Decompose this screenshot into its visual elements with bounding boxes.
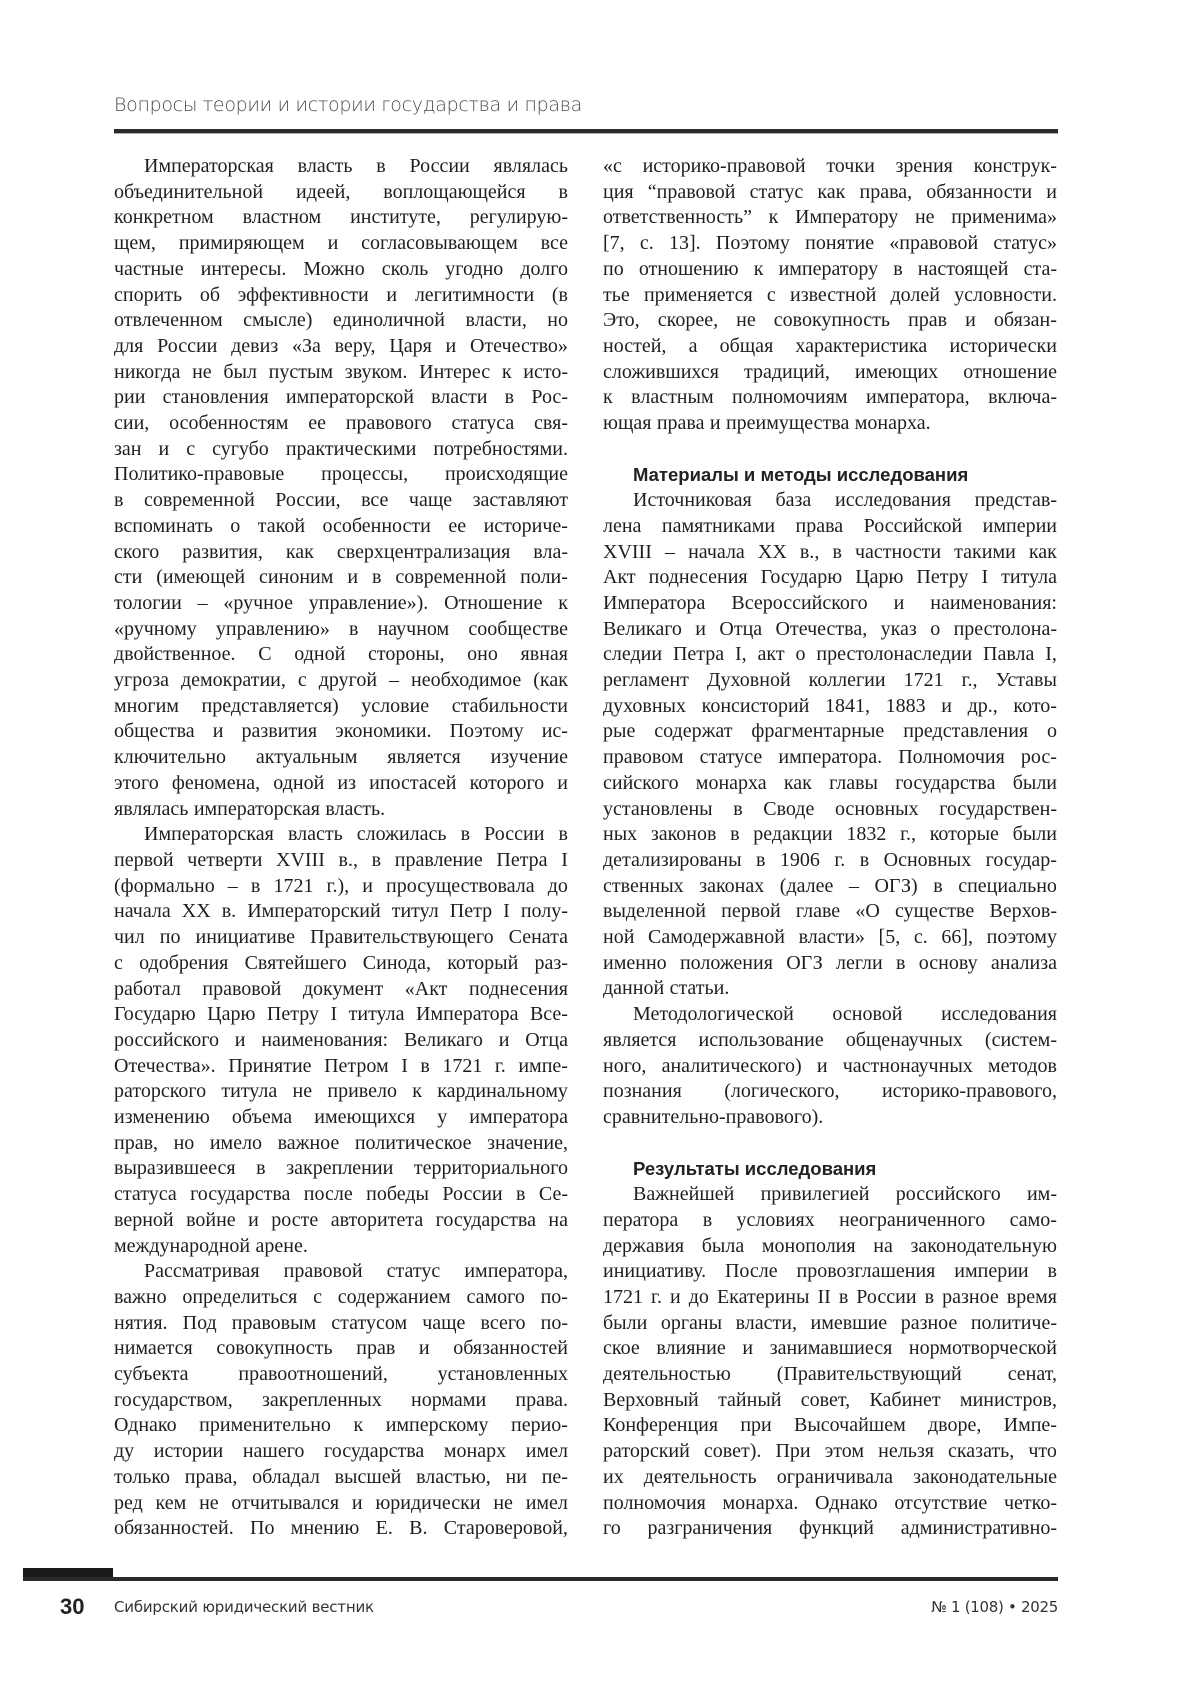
- text-line: установлены в Своде основных государствен-: [603, 797, 1057, 823]
- text-line: обязанностей. По мнению Е. В. Староверовой,: [114, 1516, 568, 1542]
- text-line: ностей, а общая характеристика исторически: [603, 334, 1057, 360]
- paragraph: [603, 1182, 1057, 1542]
- page-number: 30: [60, 1594, 84, 1620]
- text-line: «ручному управлению» в научном сообществе: [114, 617, 568, 643]
- text-line: Это, скорее, не совокупность прав и обязан-: [603, 308, 1057, 334]
- text-line: Однако применительно к имперскому перио-: [114, 1413, 568, 1439]
- text-line: ду истории нашего государства монарх имел: [114, 1439, 568, 1465]
- left-column: [114, 154, 568, 1542]
- text-line: Великаго и Отца Отечества, указ о престолона-: [603, 617, 1057, 643]
- text-line: (формально – в 1721 г.), и просуществовала до: [114, 874, 568, 900]
- text-line: начала XX в. Императорский титул Петр I полу-: [114, 899, 568, 925]
- text-line: духовных консисторий 1841, 1883 и др., кото-: [603, 694, 1057, 720]
- text-line: ного, аналитического) и частнонаучных методов: [603, 1054, 1057, 1080]
- text-line: прав, но имело важное политическое значение,: [114, 1131, 568, 1157]
- text-line: полномочия монарха. Однако отсутствие четко-: [603, 1491, 1057, 1517]
- text-line: Государю Царю Петру I титула Императора Все-: [114, 1002, 568, 1028]
- text-line: в современной России, все чаще заставляют: [114, 488, 568, 514]
- text-line: регламент Духовной коллегии 1721 г., Уставы: [603, 668, 1057, 694]
- right-column: [603, 154, 1057, 1542]
- text-line: Императорская власть сложилась в России в: [114, 822, 568, 848]
- text-line: сти (имеющей синоним и в современной поли-: [114, 565, 568, 591]
- text-line: для России девиз «За веру, Царя и Отечество»: [114, 334, 568, 360]
- text-line: конкретном властном институте, регулирую-: [114, 205, 568, 231]
- paragraph: [603, 488, 1057, 1002]
- text-line: Рассматривая правовой статус императора,: [114, 1259, 568, 1285]
- text-line: международной арене.: [114, 1234, 568, 1260]
- text-line: этого феномена, одной из ипостасей которого и: [114, 771, 568, 797]
- text-line: тье применяется с известной долей условности.: [603, 283, 1057, 309]
- text-line: Источниковая база исследования представ-: [603, 488, 1057, 514]
- text-line: го разграничения функций административно-: [603, 1516, 1057, 1542]
- text-line: [7, с. 13]. Поэтому понятие «правовой статус»: [603, 231, 1057, 257]
- text-line: ственных законах (далее – ОГЗ) в специально: [603, 874, 1057, 900]
- text-line: Императора Всероссийского и наименования:: [603, 591, 1057, 617]
- text-line: ных законов в редакции 1832 г., которые были: [603, 822, 1057, 848]
- text-line: Методологической основой исследования: [603, 1002, 1057, 1028]
- text-line: ответственность” к Императору не применима»: [603, 205, 1057, 231]
- text-line: с одобрения Святейшего Синода, который раз-: [114, 951, 568, 977]
- text-line: многим представляется) условие стабильности: [114, 694, 568, 720]
- issue-number: № 1 (108) • 2025: [931, 1598, 1058, 1616]
- section-heading: Материалы и методы исследования: [603, 462, 1057, 488]
- text-line: спорить об эффективности и легитимности (в: [114, 283, 568, 309]
- text-line: сийского монарха как главы государства были: [603, 771, 1057, 797]
- text-line: сии, особенностям ее правового статуса свя-: [114, 411, 568, 437]
- text-line: раторский совет). При этом нельзя сказать, что: [603, 1439, 1057, 1465]
- text-line: детализированы в 1906 г. в Основных государ-: [603, 848, 1057, 874]
- text-line: работал правовой документ «Акт поднесения: [114, 977, 568, 1003]
- text-line: ющая права и преимущества монарха.: [603, 411, 1057, 437]
- text-line: объединительной идеей, воплощающейся в: [114, 180, 568, 206]
- text-line: познания (логического, историко-правового,: [603, 1079, 1057, 1105]
- text-line: первой четверти XVIII в., в правление Петра I: [114, 848, 568, 874]
- text-line: раторского титула не привело к кардинальному: [114, 1079, 568, 1105]
- text-line: XVIII – начала XX в., в частности такими как: [603, 540, 1057, 566]
- text-line: инициативу. После провозглашения империи в: [603, 1259, 1057, 1285]
- text-line: Конференция при Высочайшем дворе, Импе-: [603, 1413, 1057, 1439]
- text-line: державия была монополия на законодательную: [603, 1234, 1057, 1260]
- text-line: рии становления императорской власти в Рос-: [114, 385, 568, 411]
- text-line: ключительно актуальным является изучение: [114, 745, 568, 771]
- text-line: частные интересы. Можно сколь угодно долго: [114, 257, 568, 283]
- text-line: Важнейшей привилегией российского им-: [603, 1182, 1057, 1208]
- text-line: только права, обладал высшей властью, ни пе-: [114, 1465, 568, 1491]
- text-line: зан и с сугубо практическими потребностями.: [114, 437, 568, 463]
- text-line: ское влияние и занимавшиеся нормотворческой: [603, 1336, 1057, 1362]
- header-rule: [114, 129, 1058, 134]
- text-line: российского и наименования: Великаго и Отца: [114, 1028, 568, 1054]
- paragraph: [114, 822, 568, 1259]
- text-line: щем, примиряющем и согласовывающем все: [114, 231, 568, 257]
- text-line: выделенной первой главе «О существе Верхов-: [603, 899, 1057, 925]
- text-line: сравнительно-правового).: [603, 1105, 1057, 1131]
- paragraph: [603, 1002, 1057, 1131]
- running-title: Вопросы теории и истории государства и права: [114, 94, 582, 116]
- text-line: Императорская власть в России являлась: [114, 154, 568, 180]
- text-line: ператора в условиях неограниченного само-: [603, 1208, 1057, 1234]
- text-line: были органы власти, имевшие разное политиче-: [603, 1311, 1057, 1337]
- text-line: вспоминать о такой особенности ее историче-: [114, 514, 568, 540]
- text-line: нятия. Под правовым статусом чаще всего по-: [114, 1311, 568, 1337]
- text-line: именно положения ОГЗ легли в основу анализа: [603, 951, 1057, 977]
- text-line: отвлеченном смысле) единоличной власти, но: [114, 308, 568, 334]
- text-line: ной Самодержавной власти» [5, с. 66], поэтому: [603, 925, 1057, 951]
- text-line: ция “правовой статус как права, обязанности и: [603, 180, 1057, 206]
- text-line: рые содержат фрагментарные представления о: [603, 719, 1057, 745]
- text-line: деятельностью (Правительствующий сенат,: [603, 1362, 1057, 1388]
- text-line: нимается совокупность прав и обязанностей: [114, 1336, 568, 1362]
- footer-rule: [23, 1577, 1058, 1581]
- text-line: Отечества». Принятие Петром I в 1721 г. импе-: [114, 1054, 568, 1080]
- text-line: важно определиться с содержанием самого по-: [114, 1285, 568, 1311]
- text-line: по отношению к императору в настоящей ста-: [603, 257, 1057, 283]
- text-line: Верховный тайный совет, Кабинет министров,: [603, 1388, 1057, 1414]
- text-line: изменению объема имеющихся у императора: [114, 1105, 568, 1131]
- section-heading: Результаты исследования: [603, 1156, 1057, 1182]
- text-line: Политико-правовые процессы, происходящие: [114, 462, 568, 488]
- text-line: 1721 г. и до Екатерины II в России в разное время: [603, 1285, 1057, 1311]
- text-line: общества и развития экономики. Поэтому ис-: [114, 719, 568, 745]
- text-line: является использование общенаучных (систем-: [603, 1028, 1057, 1054]
- paragraph: [114, 1259, 568, 1542]
- text-line: Акт поднесения Государю Царю Петру I титула: [603, 565, 1057, 591]
- text-line: чил по инициативе Правительствующего Сената: [114, 925, 568, 951]
- text-line: следии Петра I, акт о престолонаследии Павла I,: [603, 642, 1057, 668]
- journal-name: Сибирский юридический вестник: [114, 1598, 374, 1616]
- text-line: данной статьи.: [603, 976, 1057, 1002]
- text-line: угроза демократии, с другой – необходимое (как: [114, 668, 568, 694]
- text-line: выразившееся в закреплении территориального: [114, 1156, 568, 1182]
- text-line: государством, закрепленных нормами права.: [114, 1388, 568, 1414]
- text-line: статуса государства после победы России в Се-: [114, 1182, 568, 1208]
- text-line: ского развития, как сверхцентрализация вла-: [114, 540, 568, 566]
- text-line: к властным полномочиям императора, включа-: [603, 385, 1057, 411]
- text-line: никогда не был пустым звуком. Интерес к исто-: [114, 360, 568, 386]
- text-line: «с историко-правовой точки зрения конструк-: [603, 154, 1057, 180]
- text-line: их деятельность ограничивала законодательные: [603, 1465, 1057, 1491]
- text-line: верной войне и росте авторитета государства на: [114, 1208, 568, 1234]
- text-line: тологии – «ручное управление»). Отношение к: [114, 591, 568, 617]
- text-line: являлась императорская власть.: [114, 797, 568, 823]
- paragraph: [603, 154, 1057, 437]
- text-line: сложившихся традиций, имеющих отношение: [603, 360, 1057, 386]
- text-line: субъекта правоотношений, установленных: [114, 1362, 568, 1388]
- text-line: ред кем не отчитывался и юридически не имел: [114, 1491, 568, 1517]
- text-line: двойственное. С одной стороны, оно явная: [114, 642, 568, 668]
- text-line: правовом статусе императора. Полномочия рос-: [603, 745, 1057, 771]
- text-line: лена памятниками права Российской империи: [603, 514, 1057, 540]
- paragraph: [114, 154, 568, 822]
